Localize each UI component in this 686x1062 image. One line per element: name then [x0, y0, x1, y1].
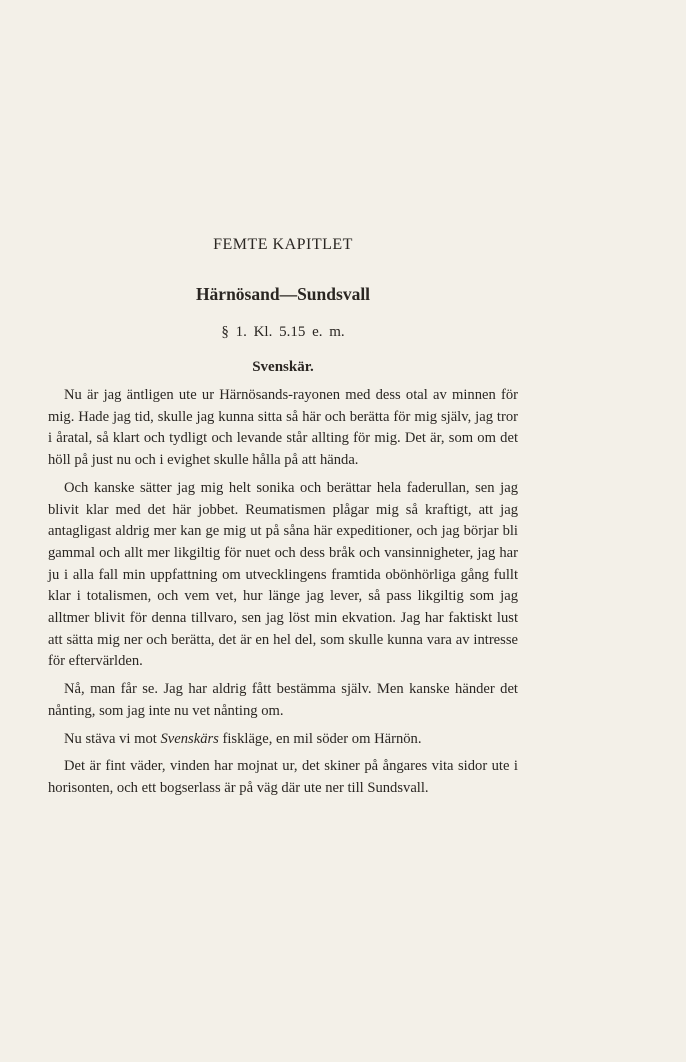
- paragraph-2: Och kanske sätter jag mig helt sonika och berättar hela faderullan, sen jag blivit klar med det här jobbet. Reumatismen plågar mig så kraftigt, att jag antagligast aldrig mer kan ge mig ut på såna här expeditioner, och jag börjar bli gammal och allt mer likgiltig för nuet och dess bråk och vansinnigheter, jag har ju i alla fall min uppfattning om utvecklingens framtida obönhörliga gång fullt klar i totalismen, och vem vet, hur länge jag lever, så pass likgiltig som jag alltmer blivit för denna tillvaro, sen jag löst min ekvation. Jag har faktiskt lust att sätta mig ner och berätta, det är en hel del, som skulle kunna vara av intresse för eftervärlden.: [48, 479, 518, 670]
- chapter-title: Härnösand—Sundsvall: [195, 284, 371, 304]
- paragraph-1: Nu är jag äntligen ute ur Härnösands-rayonen med dess otal av minnen för mig. Hade jag tid, skulle jag kunna sitta så här och berätta för mig själv, jag tror i åratal, så klart och tydligt och levande står allting för mig. Det är, som om det höll på just nu och i evighet skulle hålla på att hända.: [48, 387, 518, 469]
- paragraph-3: Nå, man får se. Jag har aldrig fått bestämma själv. Men kanske händer det nånting, som jag inte nu vet nånting om.: [48, 681, 518, 719]
- chapter-label: FEMTE KAPITLET: [213, 236, 353, 253]
- section-heading: § 1. Kl. 5.15 e. m.: [221, 324, 345, 340]
- place-heading: Svenskär.: [252, 359, 314, 375]
- body-text: [48, 385, 518, 806]
- paragraph-5: Det är fint väder, vinden har mojnat ur, det skiner på ångares vita sidor ute i horisonten, och ett bogserlass är på väg där ute ner till Sundsvall.: [48, 758, 518, 796]
- paragraph-4: [48, 729, 518, 751]
- paragraph-4-emphasis: Svenskärs: [160, 730, 219, 747]
- paragraph-4-end: fiskläge, en mil söder om Härnön.: [218, 730, 422, 747]
- paragraph-4-start: Nu stäva vi mot: [64, 730, 161, 747]
